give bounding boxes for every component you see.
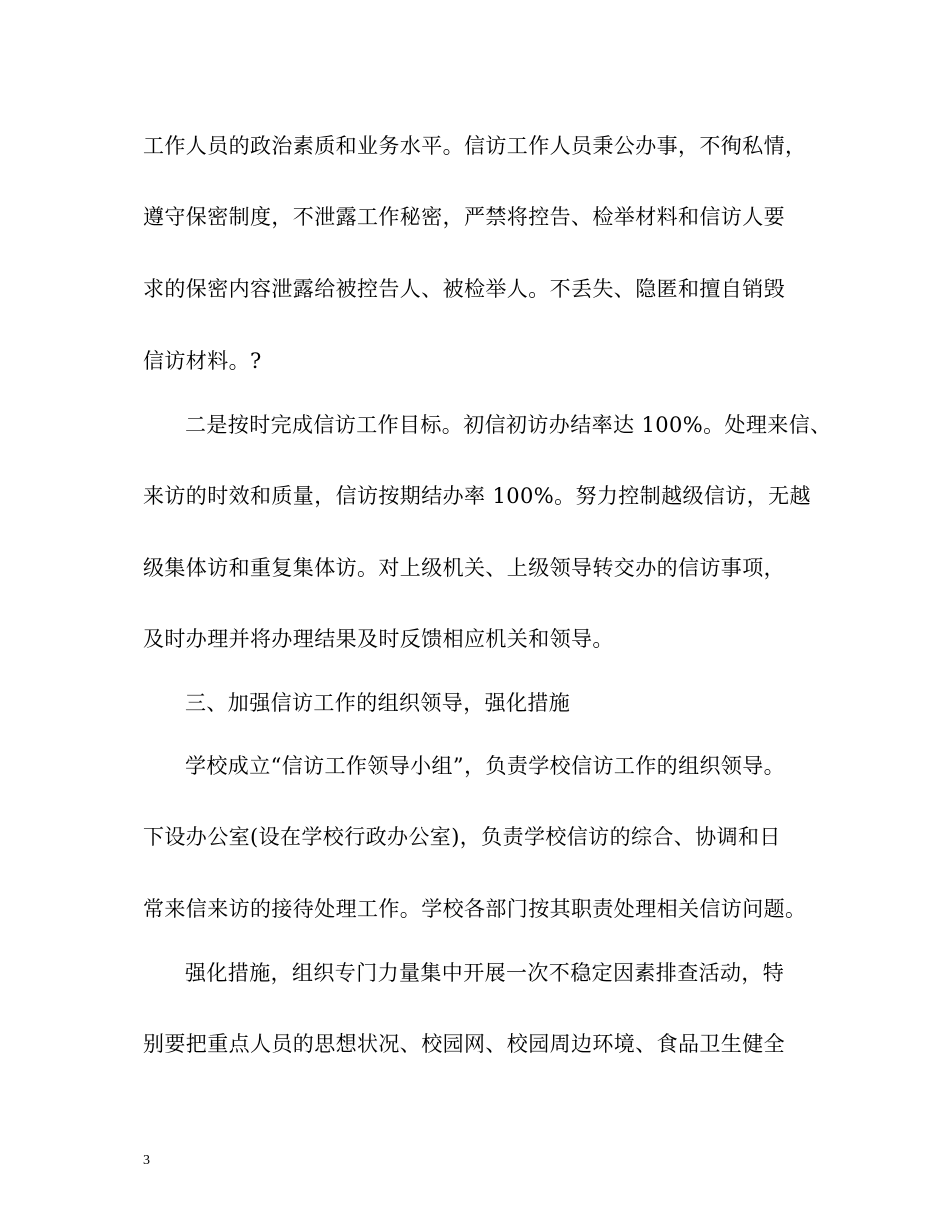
paragraph-line: 来访的时效和质量，信访按期结办率 100%。努力控制越级信访，无越 [143,484,811,508]
paragraph-line: 下设办公室(设在学校行政办公室)，负责学校信访的综合、协调和日 [143,825,781,849]
paragraph-line: 遵守保密制度，不泄露工作秘密，严禁将控告、检举材料和信访人要 [143,205,785,229]
paragraph-line: 级集体访和重复集体访。对上级机关、上级领导转交办的信访事项， [143,556,785,580]
section-heading: 三、加强信访工作的组织领导，强化措施 [185,691,571,715]
paragraph-line: 求的保密内容泄露给被控告人、被检举人。不丢失、隐匿和擅自销毁 [143,277,785,301]
paragraph-line: 强化措施，组织专门力量集中开展一次不稳定因素排查活动，特 [185,961,785,985]
page-number: 3 [143,1153,150,1168]
paragraph-line: 别要把重点人员的思想状况、校园网、校园周边环境、食品卫生健全 [143,1032,785,1056]
paragraph-line: 工作人员的政治素质和业务水平。信访工作人员秉公办事，不徇私情， [143,134,807,158]
paragraph-line: 学校成立“信访工作领导小组”，负责学校信访工作的组织领导。 [185,754,786,778]
paragraph-line: 二是按时完成信访工作目标。初信初访办结率达 100%。处理来信、 [185,413,832,437]
paragraph-line: 常来信来访的接待处理工作。学校各部门按其职责处理相关信访问题。 [143,897,807,921]
paragraph-line: 及时办理并将办理结果及时反馈相应机关和领导。 [143,627,614,651]
paragraph-line: 信访材料。? [143,349,262,373]
